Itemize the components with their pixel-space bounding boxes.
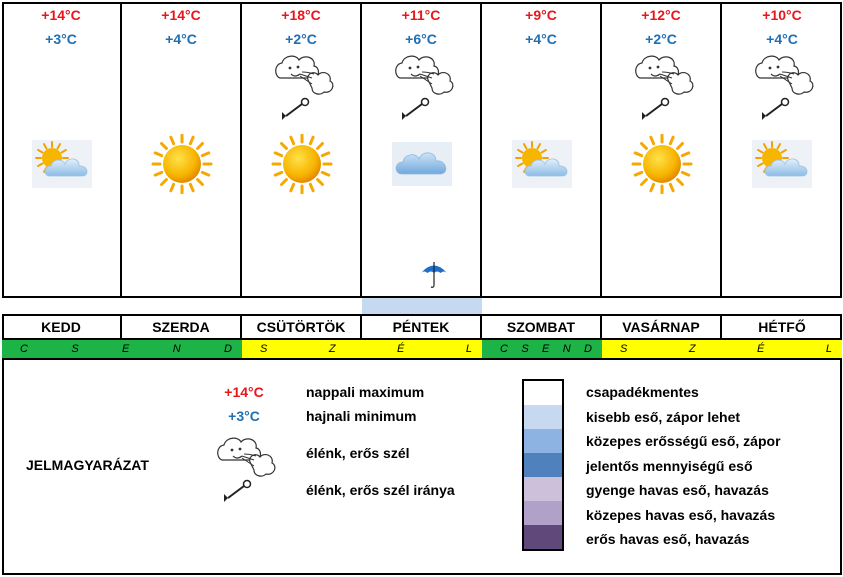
strong-wind-icon (272, 50, 338, 122)
season-letter: S (521, 343, 529, 355)
scale-swatch (524, 453, 562, 477)
legend-min-label: hajnali minimum (306, 408, 417, 424)
scale-label: kisebb eső, zápor lehet (586, 408, 741, 425)
season-segment (602, 340, 842, 358)
season-letter: É (757, 343, 765, 355)
day-name: KEDD (2, 316, 122, 338)
season-letter: L (465, 343, 472, 355)
max-temperature: +14°C (161, 7, 201, 23)
day-name: SZERDA (122, 316, 242, 338)
season-letter: S (620, 343, 628, 355)
season-letter: D (224, 343, 232, 355)
precipitation-cell (482, 298, 602, 314)
max-temperature: +12°C (641, 7, 681, 23)
min-temperature: +3°C (45, 31, 77, 47)
legend-max-sample: +14°C (224, 384, 264, 400)
legend-title: JELMAGYARÁZAT (26, 457, 149, 473)
season-letter: C (20, 343, 28, 355)
day-name: SZOMBAT (482, 316, 602, 338)
day-names-row (2, 314, 842, 340)
legend-wind-label: élénk, erős szél (306, 445, 410, 461)
precipitation-scale (522, 379, 564, 551)
day-column (482, 2, 602, 296)
precipitation-cell (362, 298, 482, 314)
sun-cloud-icon (510, 134, 574, 194)
day-name: PÉNTEK (362, 316, 482, 338)
precipitation-row (2, 296, 842, 314)
day-column (242, 2, 362, 296)
min-temperature: +4°C (766, 31, 798, 47)
legend (2, 360, 842, 573)
season-letter: E (542, 343, 550, 355)
precipitation-cell (602, 298, 722, 314)
max-temperature: +9°C (525, 7, 557, 23)
scale-swatch (524, 381, 562, 405)
day-name: CSÜTÖRTÖK (242, 316, 362, 338)
precipitation-cell (722, 298, 842, 314)
day-column (362, 2, 482, 296)
scale-label: csapadékmentes (586, 384, 699, 400)
sun-cloud-icon (30, 134, 94, 194)
legend-wind-icon (214, 432, 280, 498)
max-temperature: +18°C (281, 7, 321, 23)
season-letter: N (172, 343, 181, 355)
umbrella-icon (418, 258, 450, 290)
strong-wind-icon (392, 50, 458, 122)
scale-swatch (524, 405, 562, 429)
scale-label: gyenge havas eső, havazás (586, 482, 769, 498)
scale-swatch (524, 477, 562, 501)
scale-swatch (524, 501, 562, 525)
scale-swatch (524, 525, 562, 549)
forecast-days (2, 2, 842, 296)
precipitation-cell (122, 298, 242, 314)
sun-icon (630, 134, 694, 194)
season-segment (2, 340, 242, 358)
season-letter: Z (328, 343, 336, 355)
season-letter: C (500, 343, 508, 355)
season-letter: L (825, 343, 832, 355)
season-band (2, 340, 842, 360)
season-letter: S (71, 343, 79, 355)
scale-label: közepes havas eső, havazás (586, 506, 776, 523)
min-temperature: +2°C (645, 31, 677, 47)
sun-cloud-icon (750, 134, 814, 194)
season-segment (482, 340, 602, 358)
season-letter: É (397, 343, 405, 355)
precipitation-cell (2, 298, 122, 314)
season-letter: D (584, 343, 592, 355)
min-temperature: +2°C (285, 31, 317, 47)
max-temperature: +10°C (762, 7, 802, 23)
sun-icon (270, 134, 334, 194)
day-name: VASÁRNAP (602, 316, 722, 338)
min-temperature: +4°C (525, 31, 557, 47)
day-column (602, 2, 722, 296)
day-column (722, 2, 842, 296)
season-letter: Z (688, 343, 696, 355)
max-temperature: +11°C (401, 7, 441, 23)
season-letter: E (122, 343, 130, 355)
season-letter: N (562, 343, 571, 355)
scale-label: erős havas eső, havazás (586, 531, 750, 547)
strong-wind-icon (632, 50, 698, 122)
day-column (122, 2, 242, 296)
max-temperature: +14°C (41, 7, 81, 23)
min-temperature: +4°C (165, 31, 197, 47)
cloud-icon (390, 134, 454, 194)
scale-label: közepes erősségű eső, zápor (586, 433, 781, 449)
strong-wind-icon (752, 50, 818, 122)
min-temperature: +6°C (405, 31, 437, 47)
scale-label: jelentős mennyiségű eső (586, 457, 753, 474)
day-name: HÉTFŐ (758, 319, 806, 335)
precipitation-cell (242, 298, 362, 314)
scale-swatch (524, 429, 562, 453)
season-letter: S (260, 343, 268, 355)
legend-wind-direction-label: élénk, erős szél iránya (306, 482, 455, 498)
season-segment (242, 340, 482, 358)
sun-icon (150, 134, 214, 194)
day-column (2, 2, 122, 296)
legend-min-sample: +3°C (228, 408, 260, 424)
legend-max-label: nappali maximum (306, 384, 425, 400)
